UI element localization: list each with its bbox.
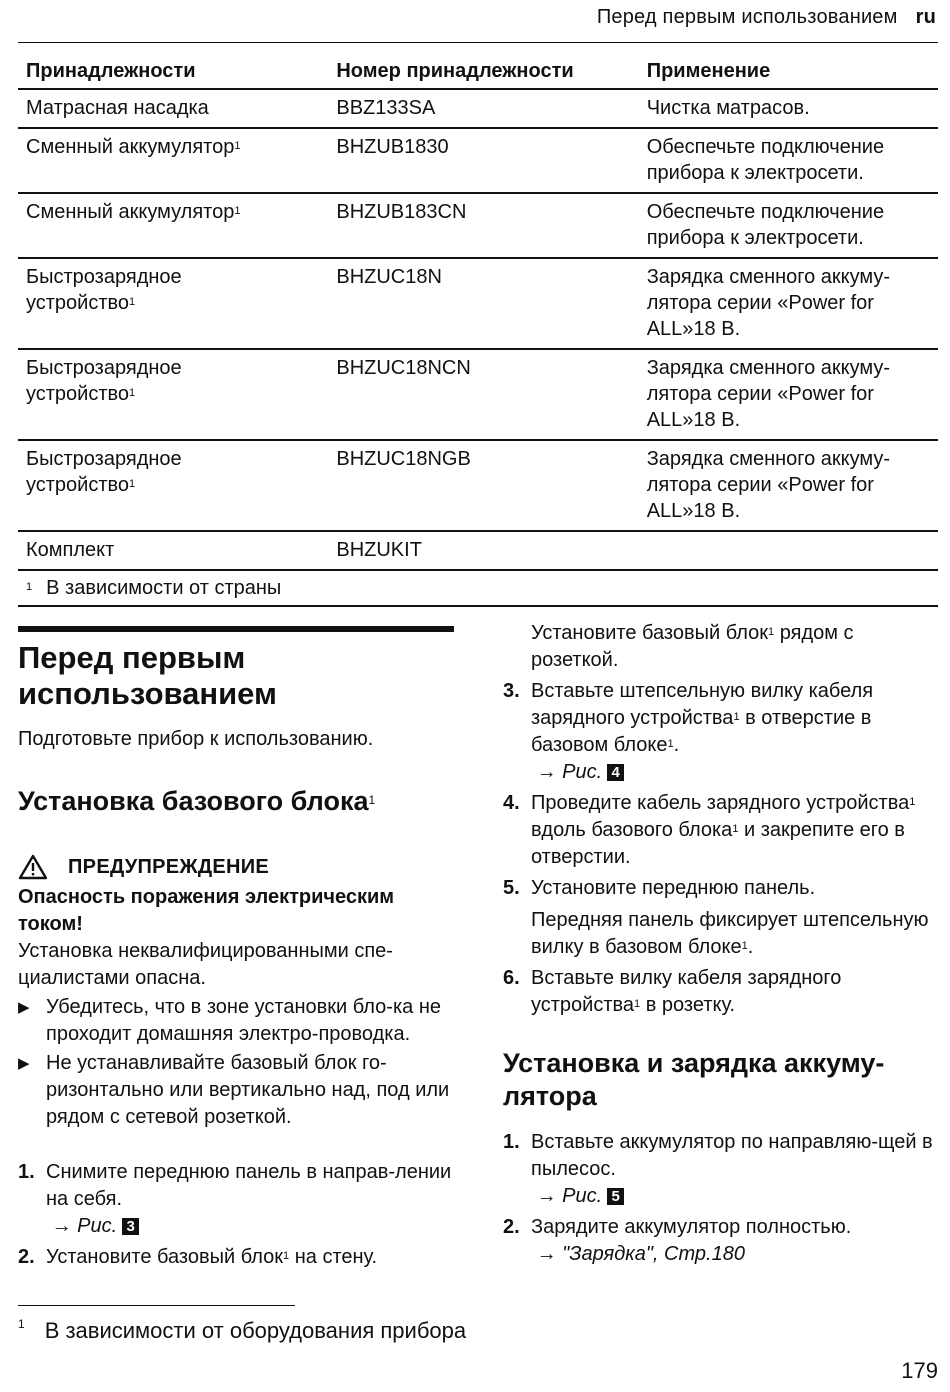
- list-item: 1. Снимите переднюю панель в направ-лении на себя. → Рис. 3: [18, 1161, 452, 1237]
- footnote-mark: 1: [129, 296, 136, 308]
- install-steps: [18, 1159, 454, 1271]
- footnote-rule: [18, 1305, 295, 1306]
- table-row: [18, 193, 938, 258]
- table-footnote-row: [18, 570, 938, 606]
- heading-rule: [18, 626, 454, 632]
- footnote-mark: 1: [129, 387, 136, 399]
- accessory-use: Обеспечьте подключение прибора к электросети.: [639, 128, 938, 193]
- table-row: [18, 89, 938, 128]
- left-column: [18, 626, 454, 1275]
- footnote-mark: 1: [234, 205, 241, 217]
- running-header: [597, 6, 936, 29]
- accessory-code: BHZUC18N: [328, 258, 638, 349]
- warning-title: ПРЕДУПРЕЖДЕНИЕ: [18, 854, 454, 880]
- accessory-code: BHZUC18NCN: [328, 349, 638, 440]
- table-row: [18, 258, 938, 349]
- list-item: 4. Проведите кабель зарядного устройства$^1$ вдоль базового блока$^1$ и закрепите его в отверстии.: [503, 792, 916, 868]
- table-row: [18, 531, 938, 570]
- main-heading: Перед первым использованием: [18, 640, 277, 711]
- accessory-use: Чистка матрасов.: [639, 89, 938, 128]
- accessory-name: Матрасная насадка: [18, 89, 328, 128]
- bullet-arrow-icon: ▶: [18, 999, 30, 1016]
- warning-icon: [18, 854, 48, 880]
- figure-reference: → Рис. 5: [531, 1185, 624, 1207]
- accessory-name: Быстрозарядное устройство$^1$: [18, 258, 328, 349]
- list-item: 2. Установите базовый блок$^1$ на стену.: [18, 1246, 378, 1268]
- right-column: [503, 620, 935, 1272]
- page-reference[interactable]: → "Зарядка", Стр.180: [536, 1243, 745, 1265]
- figure-number: 4: [607, 764, 624, 781]
- figure-reference: → Рис. 3: [46, 1215, 139, 1237]
- accessory-name: Быстрозарядное устройство$^1$: [18, 349, 328, 440]
- accessory-name: Быстрозарядное устройство$^1$: [18, 440, 328, 531]
- battery-steps: [503, 1129, 935, 1268]
- list-item: 1. Вставьте аккумулятор по направляю-щей в пылесос. → Рис. 5: [503, 1131, 933, 1207]
- footnote-mark: 1: [129, 478, 136, 490]
- warning-bullet: ▶ Не устанавливайте базовый блок го-ризонтально или вертикально над, под или рядом с сетевой розеткой.: [18, 1050, 454, 1131]
- list-item: 5. Установите переднюю панель. Передняя панель фиксирует штепсельную вилку в базовом блоке$^1$.: [503, 877, 929, 958]
- bullet-arrow-icon: ▶: [18, 1055, 30, 1072]
- accessory-use: Зарядка сменного аккуму-лятора серии «Power for ALL»18 В.: [639, 440, 938, 531]
- accessory-code: BBZ133SA: [328, 89, 638, 128]
- column-header: Принадлежности: [18, 54, 328, 89]
- accessory-code: BHZUKIT: [328, 531, 638, 570]
- accessory-name: Сменный аккумулятор$^1$: [18, 193, 328, 258]
- table-row: [18, 349, 938, 440]
- intro-text: Подготовьте прибор к использованию.: [18, 728, 374, 750]
- column-header: Номер принадлежности: [328, 54, 638, 89]
- section-heading: Установка базового блока$^1$: [18, 786, 376, 816]
- footnote-mark: 1: [234, 140, 241, 152]
- warning-bullet: ▶ Убедитесь, что в зоне установки бло-ка не проходит домашняя электро-проводка.: [18, 994, 454, 1048]
- page-footnote: $^1$ В зависимости от оборудования прибора: [18, 1317, 467, 1343]
- warning-subtitle: Опасность поражения электрическим током!: [18, 886, 395, 935]
- list-item: 2. Зарядите аккумулятор полностью. → "Зарядка", Стр.180: [503, 1216, 852, 1265]
- column-header: Применение: [639, 54, 938, 89]
- list-item: 3. Вставьте штепсельную вилку кабеля зарядного устройства$^1$ в отверстие в базовом блоке$^1$. → Рис. 4: [503, 680, 874, 783]
- section-heading: Установка и зарядка аккуму-лятора: [503, 1048, 885, 1111]
- page-number: 179: [901, 1358, 938, 1383]
- accessory-code: BHZUB183CN: [328, 193, 638, 258]
- header-rule: [18, 42, 938, 43]
- accessory-use: Зарядка сменного аккуму-лятора серии «Power for ALL»18 В.: [639, 258, 938, 349]
- table-footnote: $^1$ В зависимости от страны: [18, 570, 938, 606]
- accessory-use: Зарядка сменного аккуму-лятора серии «Power for ALL»18 В.: [639, 349, 938, 440]
- table-row: [18, 128, 938, 193]
- section-title: Перед первым использованием: [596, 6, 898, 28]
- table-row: [18, 440, 938, 531]
- language-code: ru: [915, 6, 936, 28]
- install-steps-continued: [503, 678, 935, 1019]
- accessory-code: BHZUB1830: [328, 128, 638, 193]
- accessory-name: Сменный аккумулятор$^1$: [18, 128, 328, 193]
- accessories-table: [18, 54, 938, 607]
- figure-number: 5: [607, 1188, 624, 1205]
- figure-number: 3: [122, 1218, 139, 1235]
- accessory-name: Комплект: [18, 531, 328, 570]
- accessory-use: Обеспечьте подключение прибора к электросети.: [639, 193, 938, 258]
- list-item: 6. Вставьте вилку кабеля зарядного устройства$^1$ в розетку.: [503, 967, 842, 1016]
- warning-text: Установка неквалифицированными спе-циалистами опасна.: [18, 940, 393, 989]
- figure-reference: → Рис. 4: [531, 761, 624, 783]
- table-header-row: [18, 54, 938, 89]
- step-continuation: Установите базовый блок$^1$ рядом с розеткой.: [531, 622, 854, 671]
- accessory-code: BHZUC18NGB: [328, 440, 638, 531]
- accessory-use: [639, 531, 938, 570]
